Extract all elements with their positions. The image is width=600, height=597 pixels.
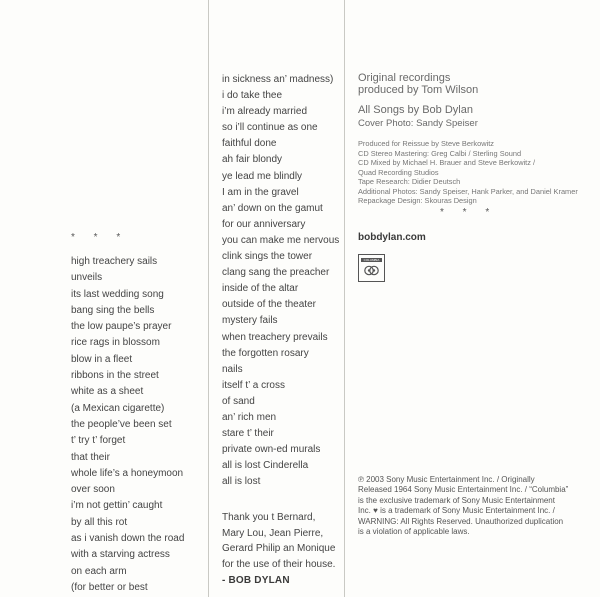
lyric-line: the forgotten rosary [222,347,309,359]
column-divider-right [344,0,345,597]
thanks-line: Mary Lou, Jean Pierre, [222,527,324,539]
credit-line: CD Mixed by Michael H. Brauer and Steve Berkowitz / [358,158,536,167]
lyric-line: rice rags in blossom [71,337,160,349]
lyric-line: of sand [222,395,255,407]
production-credits [358,139,578,206]
lyric-line: all is lost [222,476,261,488]
thanks-line: Thank you t Bernard, [222,512,316,524]
lyrics-lines [71,254,201,596]
lyric-line: all is lost Cinderella [222,460,309,472]
lyric-line: on each arm [71,565,127,577]
lyric-line: its last wedding song [71,288,164,300]
lyric-line: an’ down on the gamut [222,202,323,214]
credit-line: Additional Photos: Sandy Speiser, Hank Parker, and Daniel Kramer [358,186,578,196]
lyric-line: ribbons in the street [71,370,159,382]
lyric-line: in sickness an’ madness) [222,74,334,85]
all-songs-credit: All Songs by Bob Dylan [358,104,473,116]
lyrics-lines [222,72,340,490]
cover-photo-credit: Cover Photo: Sandy Speiser [358,118,478,129]
lyric-line: mystery fails [222,315,278,327]
lyric-line: high treachery sails [71,256,158,267]
thanks-line: for the use of their house. [222,558,336,570]
lyric-line: when treachery prevails [222,331,328,343]
lyric-line: faithful done [222,138,277,150]
lyric-line: the people’ve been set [71,418,172,430]
lyric-line: as i vanish down the road [71,533,185,545]
lyric-line: i’m not gettin’ caught [71,500,163,512]
credit-line: Repackage Design: Skouras Design [358,196,477,205]
lyric-line: I am in the gravel [222,186,299,198]
lyric-line: an’ rich men [222,411,277,423]
lyric-line: stare t’ their [222,428,274,440]
section-stars: * * * [440,206,498,218]
lyric-line: by all this rot [71,516,128,528]
lyric-line: i do take thee [222,90,283,102]
lyric-line: itself t’ a cross [222,379,285,391]
produced-by: produced by Tom Wilson [358,84,479,96]
lyric-line: ah fair blondy [222,154,283,166]
lyric-line: private own-ed murals [222,444,321,456]
thanks-note [222,510,340,572]
svg-text:COLUMBIA: COLUMBIA [363,257,380,262]
credit-line: CD Stereo Mastering: Greg Calbi / Sterling Sound [358,148,522,158]
lyrics-column-2 [222,72,340,588]
lyric-line: that their [71,451,110,463]
credit-line: Quad Recording Studios [358,167,439,177]
credit-line: Tape Research: Didier Deutsch [358,177,461,186]
lyric-line: for our anniversary [222,218,306,230]
lyric-line: you can make me nervous [222,234,340,246]
lyric-line: i’m already married [222,106,308,118]
lyric-line: clang sang the preacher [222,267,330,279]
lyric-line: so i’ll continue as one [222,122,318,134]
lyrics-column-1 [71,232,201,596]
lyric-line: (for better or best [71,581,148,593]
lyric-line: the low paupe’s prayer [71,321,172,333]
lyric-line: clink sings the tower [222,251,313,263]
column-divider-left [208,0,209,597]
lyric-line: unveils [71,272,103,284]
copyright-notice: ℗ 2003 Sony Music Entertainment Inc. / Originally Released 1964 Sony Music Entertainment Inc. / “Columbia” is the exclusive trademark of Sony Music Entertainment Inc. ♥ is a trademark of Sony Music Entertainment Inc. / WARNING: All Rights Reserved. Unauthorized duplication is a violation of applicable laws. [358,475,569,537]
lyric-line: ye lead me blindly [222,170,303,182]
lyric-line: over soon [71,484,115,496]
lyric-line: white as a sheet [71,386,144,398]
lyric-line: inside of the altar [222,283,299,295]
lyric-line: blow in a fleet [71,353,133,365]
signature: - BOB DYLAN [222,575,290,587]
lyric-line: outside of the theater [222,299,316,311]
original-recordings: Original recordings [358,72,451,84]
lyric-line: with a starving actress [71,549,170,561]
website-link[interactable]: bobdylan.com [358,231,426,243]
lyric-line: t’ try t’ forget [71,435,126,447]
columbia-logo-icon [358,254,385,282]
lyric-line: whole life’s a honeymoon [71,467,184,479]
lyric-line: bang sing the bells [71,304,155,316]
thanks-line: Gerard Philip an Monique [222,543,336,555]
lyric-line: (a Mexican cigarette) [71,402,165,414]
credit-line: Produced for Reissue by Steve Berkowitz [358,139,494,148]
section-stars: * * * [71,232,129,243]
lyric-line: nails [222,363,243,375]
credits-column [358,72,578,282]
